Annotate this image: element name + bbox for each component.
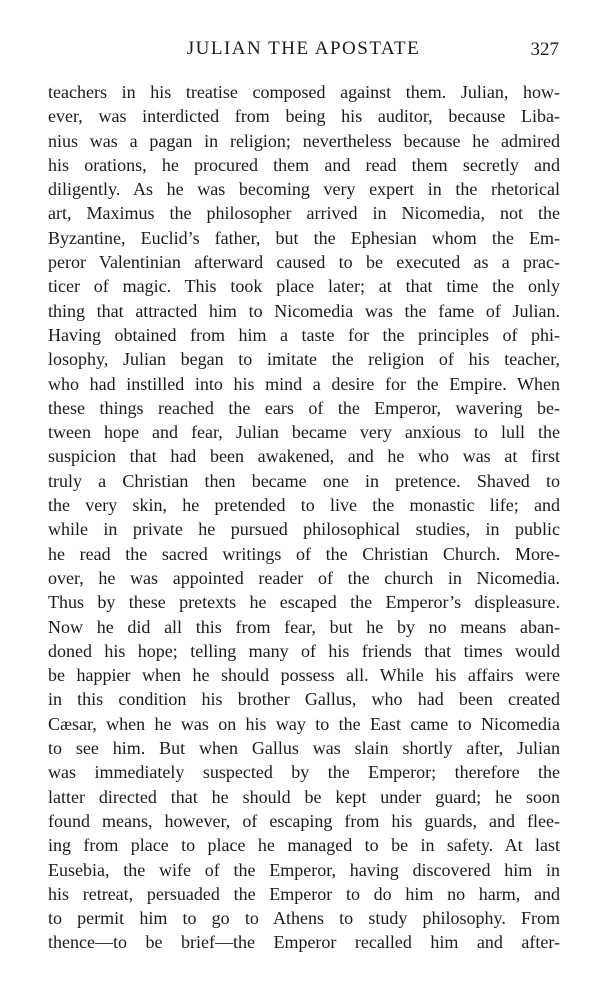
text-line: ever, was interdicted from being his auditor, because Liba- [48,106,560,127]
text-line: peror Valentinian afterward caused to be executed as a prac- [48,252,560,273]
text-line: Having obtained from him a taste for the principles of phi- [48,324,560,345]
text-line: art, Maximus the philosopher arrived in Nicomedia, not the [48,203,560,224]
text-line: thence—to be brief—the Emperor recalled him and after- [48,932,560,953]
text-line: ing from place to place he managed to be in safety. At last [48,835,560,856]
text-line: diligently. As he was becoming very expert in the rhetorical [48,179,560,200]
text-line: latter directed that he should be kept under guard; he soon [48,786,560,807]
text-line: he read the sacred writings of the Christian Church. More- [48,543,560,564]
running-title: JULIAN THE APOSTATE [186,38,421,59]
text-line: while in private he pursued philosophical studies, in public [48,519,560,540]
text-line: nius was a pagan in religion; nevertheless because he admired [48,130,560,151]
text-line: Eusebia, the wife of the Emperor, having discovered him in [48,859,560,880]
text-line: his retreat, persuaded the Emperor to do him no harm, and [48,883,560,904]
text-line: doned his hope; telling many of his friends that times would [48,640,560,661]
body-text [48,80,560,955]
text-line: losophy, Julian began to imitate the religion of his teacher, [48,349,560,370]
text-line: to see him. But when Gallus was slain shortly after, Julian [48,738,560,759]
text-line: who had instilled into his mind a desire for the Empire. When [48,373,560,394]
text-line: Byzantine, Euclid’s father, but the Ephesian whom the Em- [48,227,560,248]
text-line: to permit him to go to Athens to study philosophy. From [48,908,560,929]
text-line: Cæsar, when he was on his way to the East came to Nicomedia [48,713,560,734]
text-line: found means, however, of escaping from his guards, and flee- [48,810,560,831]
text-line: suspicion that had been awakened, and he who was at first [48,446,560,467]
text-line: Thus by these pretexts he escaped the Emperor’s displeasure. [48,592,560,613]
text-line: teachers in his treatise composed against them. Julian, how- [48,82,560,102]
text-line: be happier when he should possess all. While his affairs were [48,665,560,686]
text-line: over, he was appointed reader of the church in Nicomedia. [48,567,560,588]
text-line: the very skin, he pretended to live the monastic life; and [48,495,560,516]
text-line: was immediately suspected by the Emperor; therefore the [48,762,560,783]
text-line: tween hope and fear, Julian became very anxious to lull the [48,422,560,443]
text-line: these things reached the ears of the Emperor, wavering be- [48,397,560,418]
running-head [0,38,607,64]
text-line: ticer of magic. This took place later; at that time the only [48,276,560,297]
text-line: in this condition his brother Gallus, who had been created [48,689,560,710]
text-line: his orations, he procured them and read them secretly and [48,154,560,175]
page-number: 327 [530,39,559,60]
text-line: truly a Christian then became one in pretence. Shaved to [48,470,560,491]
text-line: Now he did all this from fear, but he by no means aban- [48,616,560,637]
text-line: thing that attracted him to Nicomedia was the fame of Julian. [48,300,560,321]
